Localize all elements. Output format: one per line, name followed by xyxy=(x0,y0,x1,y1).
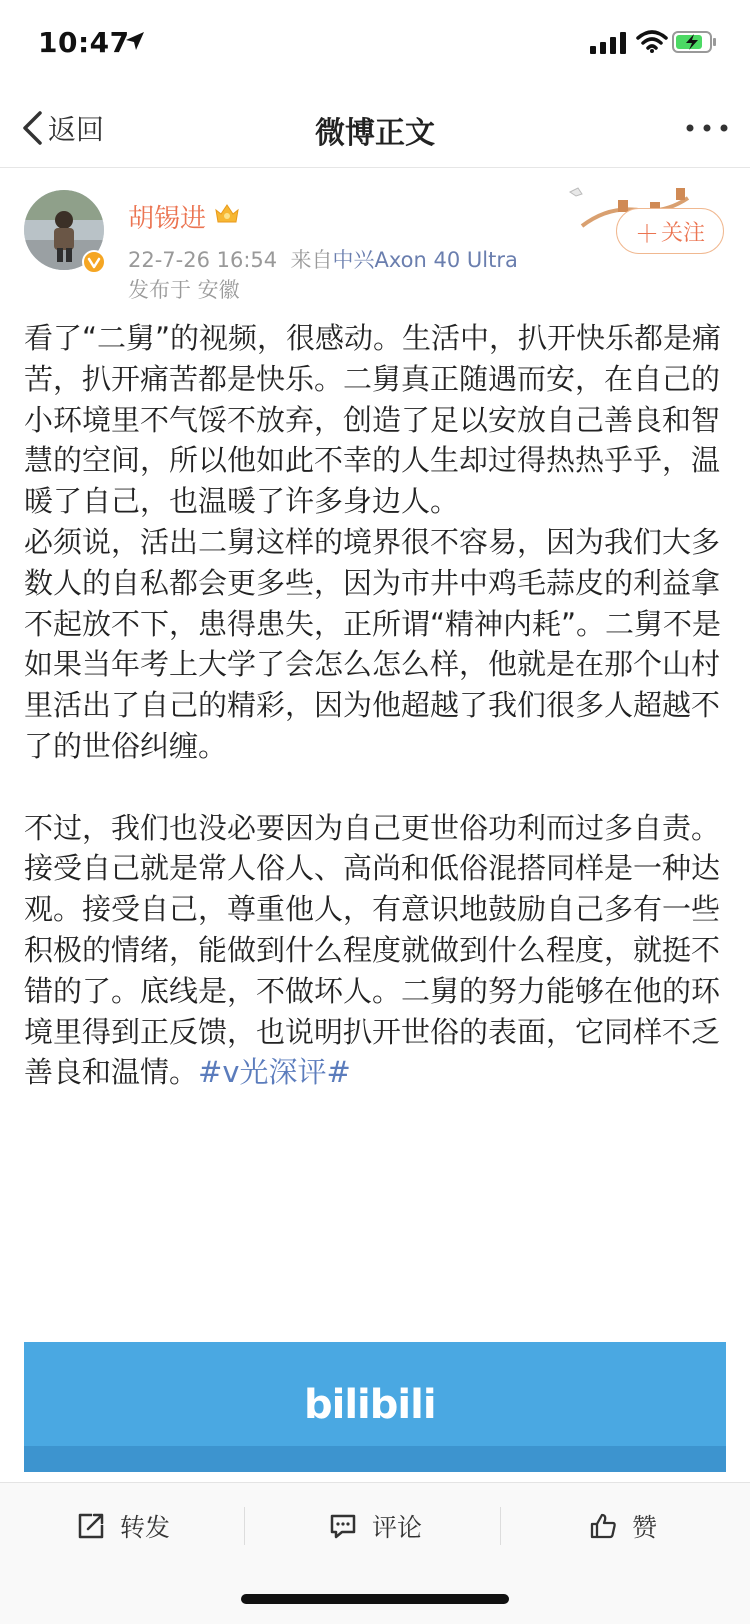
nav-bar xyxy=(0,88,750,168)
more-icon[interactable] xyxy=(684,118,730,138)
author-header xyxy=(0,168,750,302)
page-title: 微博正文 xyxy=(315,116,435,151)
toolbar-divider xyxy=(244,1507,245,1545)
post-paragraph-text: 不过，我们也没必要因为自己更世俗功利而过多自责。接受自己就是常人俗人、高尚和低俗混搭同样是一种达观。接受自己，尊重他人，有意识地鼓励自己多有一些积极的情绪，能做到什么程度就做到什么程度，就挺不错的了。底线是，不做坏人。二舅的努力能够在他的环境里得到正反馈，也说明扒开世俗的表面，它同样不乏善良和温情。 xyxy=(24,810,721,1090)
follow-button[interactable] xyxy=(616,208,724,254)
follow-label: 关注 xyxy=(660,220,705,246)
bilibili-logo: bilibili xyxy=(304,1382,436,1428)
comment-label: 评论 xyxy=(372,1513,423,1542)
post-source[interactable]: 中兴Axon 40 Ultra xyxy=(332,248,518,272)
home-indicator xyxy=(241,1594,509,1604)
wifi-icon xyxy=(636,30,668,54)
comment-icon xyxy=(328,1511,358,1541)
video-card[interactable] xyxy=(24,1342,726,1472)
verified-icon xyxy=(82,250,106,274)
status-bar xyxy=(0,0,750,88)
thumbs-up-icon xyxy=(588,1511,618,1541)
comment-button[interactable] xyxy=(328,1505,422,1547)
hashtag-link[interactable]: #v光深评# xyxy=(198,1055,351,1090)
toolbar-divider xyxy=(500,1507,501,1545)
author-name[interactable]: 胡锡进 xyxy=(128,204,207,234)
cellular-signal-icon xyxy=(590,32,628,54)
post-content xyxy=(24,318,726,1093)
post-paragraph: 看了“二舅”的视频，很感动。生活中，扒开快乐都是痛苦，扒开痛苦都是快乐。二舅真正随遇而安，在自己的小环境里不气馁不放弃，创造了足以安放自己善良和智慧的空间，所以他如此不幸的人生却过得热热乎乎，温暖了自己，也温暖了许多身边人。 xyxy=(24,321,722,519)
battery-charging-icon xyxy=(672,30,718,54)
video-thumbnail-strip xyxy=(24,1446,726,1472)
post-meta xyxy=(128,244,518,274)
repost-button[interactable] xyxy=(76,1505,170,1547)
like-label: 赞 xyxy=(632,1513,658,1542)
back-label: 返回 xyxy=(48,113,105,146)
location-arrow-icon xyxy=(124,30,146,52)
repost-label: 转发 xyxy=(120,1513,171,1542)
paragraph-gap xyxy=(24,767,726,808)
plus-icon: ＋ xyxy=(634,219,659,248)
source-prefix: 来自 xyxy=(290,248,333,272)
post-paragraph-last xyxy=(24,808,726,1094)
repost-icon xyxy=(76,1511,106,1541)
status-time: 10:47 xyxy=(38,26,130,59)
post-paragraph: 必须说，活出二舅这样的境界很不容易，因为我们大多数人的自私都会更多些，因为市井中鸡毛蒜皮的利益拿不起放不下，患得患失，正所谓“精神内耗”。二舅不是如果当年考上大学了会怎么怎么样，他就是在那个山村里活出了自己的精彩，因为他超越了我们很多人超越不了的世俗纠缠。 xyxy=(24,524,722,763)
post-datetime: 22-7-26 16:54 xyxy=(128,248,278,272)
post-location: 发布于 安徽 xyxy=(128,278,240,302)
crown-icon xyxy=(214,202,240,224)
like-button[interactable] xyxy=(588,1505,657,1547)
